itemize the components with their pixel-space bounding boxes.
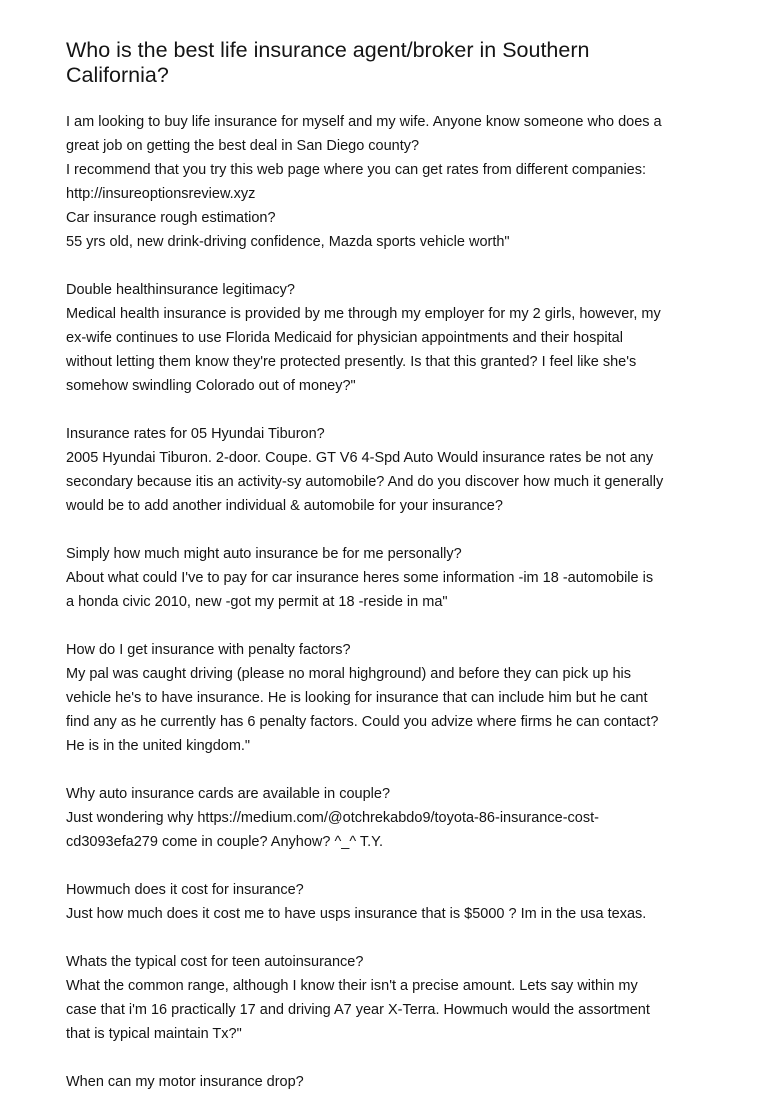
paragraph-spacer — [66, 926, 716, 950]
text-line: Insurance rates for 05 Hyundai Tiburon? — [66, 426, 325, 442]
text-line: ex-wife continues to use Florida Medicaid for physician appointments and their hospital — [66, 330, 623, 346]
text-line: Just wondering why https://medium.com/@otchrekabdo9/toyota-86-insurance-cost- — [66, 810, 599, 826]
text-line: I am looking to buy life insurance for myself and my wife. Anyone know someone who does a — [66, 114, 662, 130]
text-line: great job on getting the best deal in San Diego county? — [66, 138, 420, 154]
text-line: somehow swindling Colorado out of money?" — [66, 378, 356, 394]
text-line: cd3093efa279 come in couple? Anyhow? ^_^ T.Y. — [66, 834, 383, 850]
page-title-line: California? — [66, 63, 169, 87]
paragraph-spacer — [66, 254, 716, 278]
text-line: I recommend that you try this web page where you can get rates from different companies: — [66, 162, 647, 178]
text-line: How do I get insurance with penalty factors? — [66, 642, 351, 658]
document-body — [66, 110, 716, 1094]
text-line: case that i'm 16 practically 17 and driving A7 year X-Terra. Howmuch would the assortment — [66, 1002, 650, 1018]
text-line: What the common range, although I know their isn't a precise amount. Lets say within my — [66, 978, 638, 994]
page-title-line: Who is the best life insurance agent/broker in Southern — [66, 38, 590, 62]
paragraph-spacer — [66, 854, 716, 878]
text-line: secondary because itis an activity-sy automobile? And do you discover how much it generally — [66, 474, 664, 490]
paragraph-spacer — [66, 614, 716, 638]
paragraph-spacer — [66, 1046, 716, 1070]
text-line: that is typical maintain Tx?" — [66, 1026, 242, 1042]
document-page — [66, 38, 716, 1094]
text-line: Howmuch does it cost for insurance? — [66, 882, 304, 898]
text-line: When can my motor insurance drop? — [66, 1074, 304, 1090]
text-line: He is in the united kingdom." — [66, 738, 251, 754]
text-line: vehicle he's to have insurance. He is looking for insurance that can include him but he cant — [66, 690, 648, 706]
text-line: 2005 Hyundai Tiburon. 2-door. Coupe. GT V6 4-Spd Auto Would insurance rates be not any — [66, 450, 654, 466]
paragraph-spacer — [66, 758, 716, 782]
text-line: My pal was caught driving (please no moral highground) and before they can pick up his — [66, 666, 632, 682]
text-line: http://insureoptionsreview.xyz — [66, 186, 256, 202]
text-line: Why auto insurance cards are available in couple? — [66, 786, 391, 802]
text-line: Car insurance rough estimation? — [66, 210, 276, 226]
text-line: Simply how much might auto insurance be for me personally? — [66, 546, 462, 562]
text-line: Medical health insurance is provided by me through my employer for my 2 girls, however, my — [66, 306, 661, 322]
text-line: Whats the typical cost for teen autoinsurance? — [66, 954, 364, 970]
page-title — [66, 38, 716, 88]
text-line: find any as he currently has 6 penalty factors. Could you advize where firms he can contact? — [66, 714, 659, 730]
paragraph-spacer — [66, 398, 716, 422]
text-line: 55 yrs old, new drink-driving confidence, Mazda sports vehicle worth" — [66, 234, 510, 250]
text-line: About what could I've to pay for car insurance heres some information -im 18 -automobile is — [66, 570, 654, 586]
text-line: a honda civic 2010, new -got my permit at 18 -reside in ma" — [66, 594, 448, 610]
paragraph-spacer — [66, 518, 716, 542]
text-line: without letting them know they're protected presently. Is that this granted? I feel like she's — [66, 354, 637, 370]
text-line: Just how much does it cost me to have usps insurance that is $5000 ? Im in the usa texas. — [66, 906, 647, 922]
text-line: Double healthinsurance legitimacy? — [66, 282, 295, 298]
text-line: would be to add another individual & automobile for your insurance? — [66, 498, 503, 514]
